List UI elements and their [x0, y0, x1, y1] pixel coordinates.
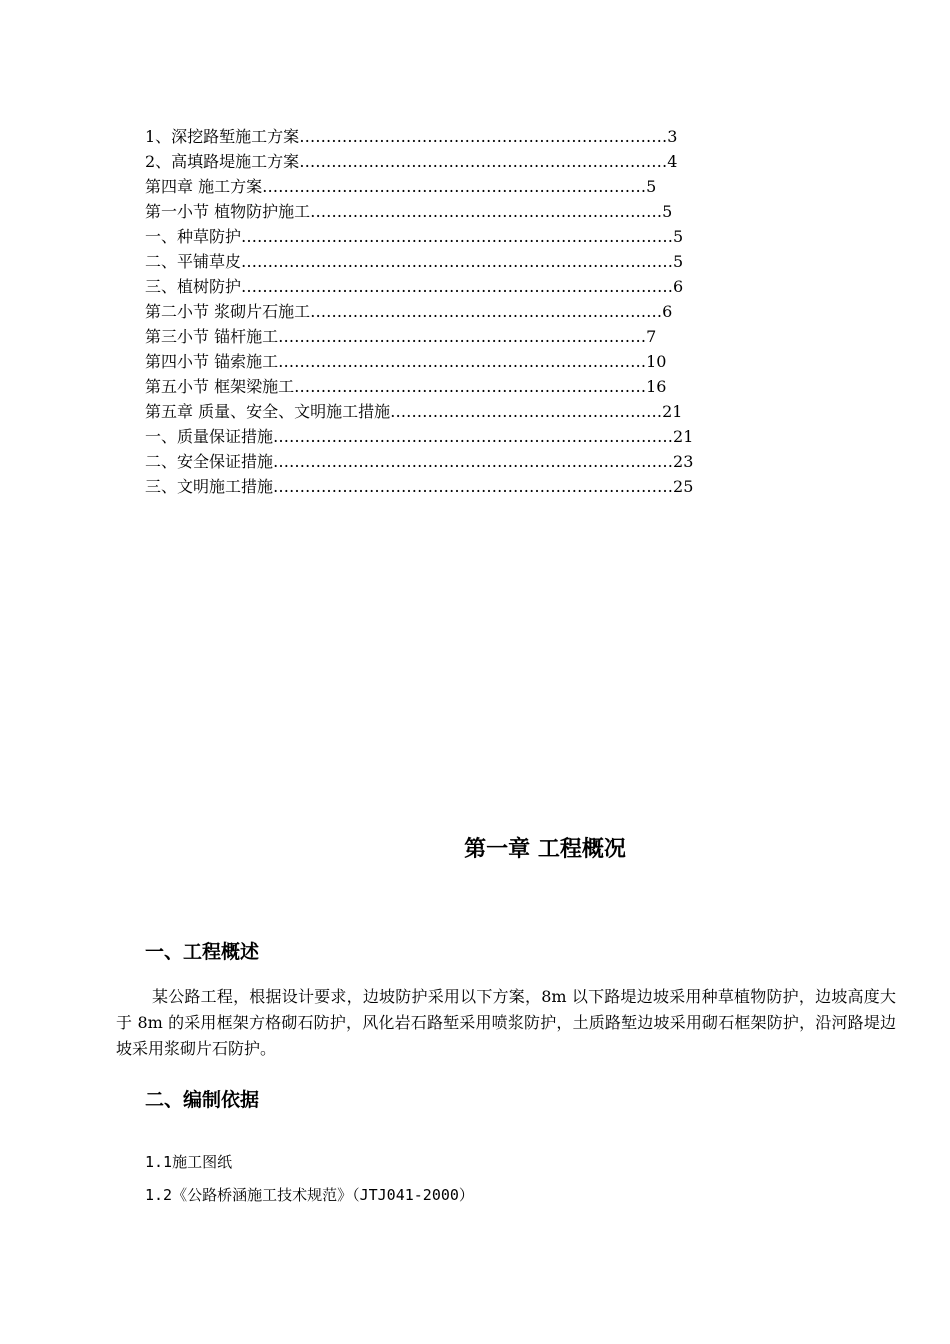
toc-entry-title: 1、深挖路堑施工方案 [145, 127, 300, 146]
toc-entry-page: 5 [662, 202, 673, 221]
toc-entry-page: 25 [673, 477, 694, 496]
toc-entry-page: 6 [673, 277, 684, 296]
toc-entry[interactable] [145, 299, 805, 324]
toc-entry[interactable] [145, 399, 805, 424]
toc-leader: ………………………………………………………………… [273, 452, 674, 471]
toc-entry[interactable] [145, 474, 805, 499]
toc-entry-title: 第五章 质量、安全、文明施工措施 [145, 402, 391, 421]
toc-entry[interactable] [145, 349, 805, 374]
overview-paragraph: 某公路工程，根据设计要求，边坡防护采用以下方案，8m 以下路堤边坡采用种草植物防护，边坡高度大于 8m 的采用框架方格砌石防护，风化岩石路堑采用喷浆防护，土质路堑边坡采用砌石框架防护，沿河路堤边坡采用浆砌片石防护。 [116, 987, 896, 1058]
toc-entry[interactable] [145, 374, 805, 399]
toc-entry[interactable] [145, 274, 805, 299]
toc-leader: ………………………………………………………… [310, 202, 663, 221]
table-of-contents [145, 124, 805, 499]
toc-leader: ……………………………………………………………………… [241, 277, 674, 296]
toc-entry-page: 5 [673, 252, 684, 271]
basis-item: 1.1施工图纸 [145, 1153, 233, 1171]
toc-entry-page: 6 [662, 302, 673, 321]
toc-entry-page: 7 [646, 327, 657, 346]
toc-entry-title: 一、质量保证措施 [145, 427, 274, 446]
toc-leader: …………………………………………………………… [299, 127, 668, 146]
toc-entry[interactable] [145, 224, 805, 249]
toc-leader: …………………………………………………………… [299, 152, 668, 171]
toc-entry-page: 5 [673, 227, 684, 246]
toc-entry-page: 4 [667, 152, 678, 171]
toc-entry-page: 21 [673, 427, 694, 446]
toc-leader: …………………………………………………………… [278, 327, 647, 346]
toc-entry[interactable] [145, 424, 805, 449]
toc-entry[interactable] [145, 174, 805, 199]
toc-entry[interactable] [145, 449, 805, 474]
section-heading-basis: 二、编制依据 [145, 1089, 260, 1111]
toc-entry[interactable] [145, 199, 805, 224]
toc-entry-page: 3 [667, 127, 678, 146]
chapter-title: 第一章 工程概况 [464, 837, 626, 862]
section-heading-overview: 一、工程概述 [145, 941, 260, 963]
toc-entry-page: 23 [673, 452, 694, 471]
toc-entry-title: 一、种草防护 [145, 227, 242, 246]
toc-leader: ……………………………………………………………………… [241, 252, 674, 271]
toc-leader: ………………………………………………………………… [273, 427, 674, 446]
toc-entry-page: 16 [646, 377, 667, 396]
toc-entry-title: 第二小节 浆砌片石施工 [145, 302, 311, 321]
toc-leader: …………………………………………… [390, 402, 663, 421]
toc-entry[interactable] [145, 249, 805, 274]
toc-leader: ………………………………………………………………… [273, 477, 674, 496]
toc-entry-title: 三、植树防护 [145, 277, 242, 296]
toc-entry-title: 第三小节 锚杆施工 [145, 327, 279, 346]
toc-entry-title: 第一小节 植物防护施工 [145, 202, 311, 221]
toc-leader: ………………………………………………………… [294, 377, 647, 396]
toc-entry[interactable] [145, 124, 805, 149]
toc-leader: ………………………………………………………… [310, 302, 663, 321]
toc-entry-page: 5 [646, 177, 657, 196]
toc-entry-title: 三、文明施工措施 [145, 477, 274, 496]
toc-entry-title: 第四小节 锚索施工 [145, 352, 279, 371]
toc-leader: ……………………………………………………………… [262, 177, 647, 196]
toc-leader: ……………………………………………………………………… [241, 227, 674, 246]
toc-entry-title: 二、平铺草皮 [145, 252, 242, 271]
toc-entry-page: 21 [662, 402, 683, 421]
toc-entry[interactable] [145, 324, 805, 349]
toc-leader: …………………………………………………………… [278, 352, 647, 371]
toc-entry-title: 二、安全保证措施 [145, 452, 274, 471]
toc-entry[interactable] [145, 149, 805, 174]
toc-entry-title: 第五小节 框架梁施工 [145, 377, 295, 396]
toc-entry-page: 10 [646, 352, 667, 371]
basis-item: 1.2《公路桥涵施工技术规范》（JTJ041-2000） [145, 1186, 474, 1204]
toc-entry-title: 2、高填路堤施工方案 [145, 152, 300, 171]
toc-entry-title: 第四章 施工方案 [145, 177, 263, 196]
